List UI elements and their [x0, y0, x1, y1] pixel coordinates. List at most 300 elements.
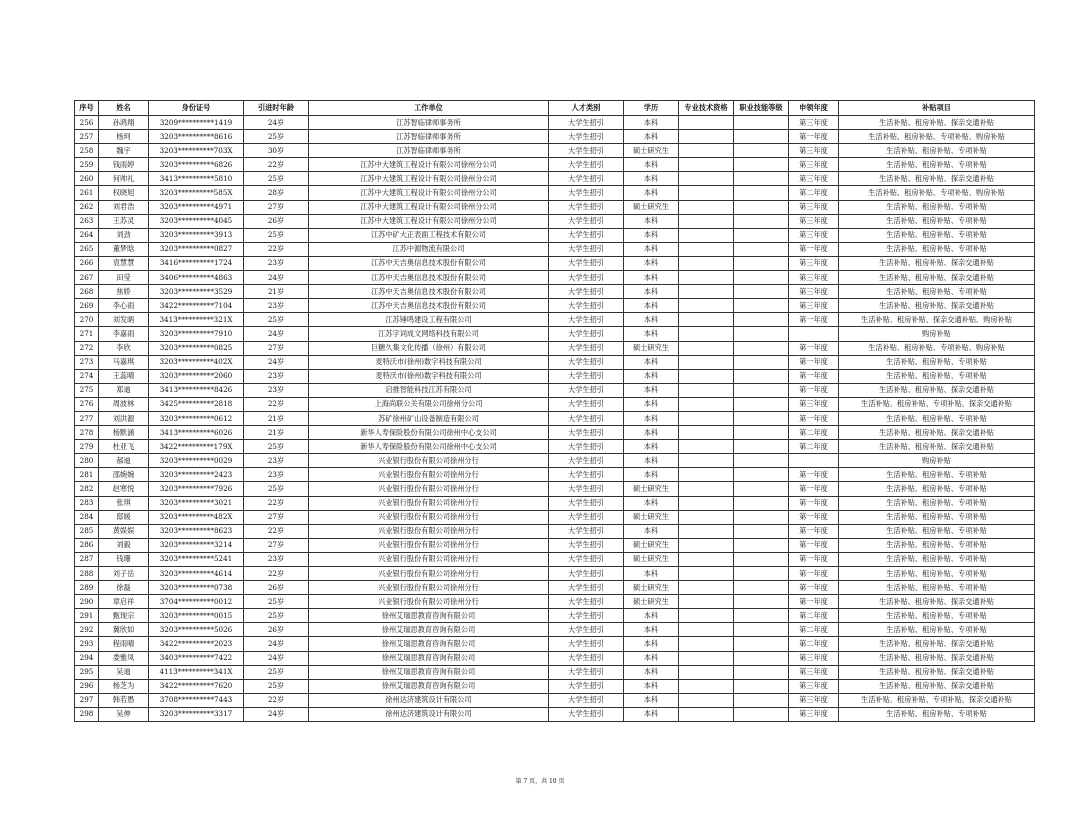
- table-body: [75, 116, 1035, 722]
- table-cell: 266: [75, 256, 99, 270]
- table-cell: 生活补贴、租房补贴、专项补贴、探亲交通补贴: [839, 397, 1035, 411]
- table-cell: [734, 665, 789, 679]
- table-cell: [679, 637, 734, 651]
- table-cell: 24岁: [244, 116, 309, 130]
- table-row: [75, 538, 1035, 552]
- table-cell: 第三年度: [789, 707, 839, 721]
- table-cell: 杨芝为: [99, 679, 149, 693]
- table-cell: 268: [75, 285, 99, 299]
- table-cell: 282: [75, 482, 99, 496]
- table-cell: 刘子岳: [99, 567, 149, 581]
- table-cell: 江苏中大建筑工程设计有限公司徐州分公司: [309, 214, 549, 228]
- table-cell: 江苏字词成文网络科技有限公司: [309, 327, 549, 341]
- table-cell: 3203**********3913: [149, 228, 244, 242]
- table-cell: 21岁: [244, 411, 309, 425]
- table-cell: 巨糖久集文化传播（徐州）有限公司: [309, 341, 549, 355]
- table-cell: 21岁: [244, 285, 309, 299]
- table-cell: 22岁: [244, 158, 309, 172]
- table-cell: 大学生招引: [549, 214, 624, 228]
- table-cell: 程雨晴: [99, 637, 149, 651]
- table-cell: 大学生招引: [549, 552, 624, 566]
- table-cell: [734, 271, 789, 285]
- table-cell: 黄娱娱: [99, 524, 149, 538]
- table-cell: [679, 116, 734, 130]
- table-cell: 大学生招引: [549, 426, 624, 440]
- table-cell: 本科: [624, 285, 679, 299]
- table-cell: 麦特沃市(徐州)数字科技有限公司: [309, 355, 549, 369]
- table-cell: 281: [75, 468, 99, 482]
- table-cell: 大学生招引: [549, 567, 624, 581]
- table-cell: 25岁: [244, 440, 309, 454]
- table-cell: 277: [75, 411, 99, 425]
- table-cell: 硕士研究生: [624, 200, 679, 214]
- table-cell: [679, 651, 734, 665]
- table-cell: 本科: [624, 299, 679, 313]
- table-cell: 吴迪: [99, 665, 149, 679]
- table-cell: [734, 468, 789, 482]
- table-cell: 24岁: [244, 637, 309, 651]
- table-cell: 徐州艾瑞思教育咨询有限公司: [309, 665, 549, 679]
- table-row: [75, 524, 1035, 538]
- table-cell: [734, 383, 789, 397]
- table-cell: 25岁: [244, 130, 309, 144]
- table-cell: 3422**********2023: [149, 637, 244, 651]
- table-cell: 硕士研究生: [624, 144, 679, 158]
- table-cell: 294: [75, 651, 99, 665]
- table-cell: [679, 595, 734, 609]
- table-cell: 22岁: [244, 524, 309, 538]
- table-cell: 大学生招引: [549, 524, 624, 538]
- table-cell: 生活补贴、租房补贴、专项补贴: [839, 581, 1035, 595]
- table-cell: 大学生招引: [549, 158, 624, 172]
- table-cell: [734, 595, 789, 609]
- table-cell: 大学生招引: [549, 313, 624, 327]
- table-cell: 273: [75, 355, 99, 369]
- table-cell: 272: [75, 341, 99, 355]
- table-cell: 第二年度: [789, 637, 839, 651]
- table-cell: 3413**********6026: [149, 426, 244, 440]
- table-cell: 3413**********321X: [149, 313, 244, 327]
- table-cell: 张琪: [99, 496, 149, 510]
- table-cell: 徐州艾瑞思教育咨询有限公司: [309, 679, 549, 693]
- table-cell: 生活补贴、租房补贴、专项补贴: [839, 567, 1035, 581]
- table-cell: [734, 242, 789, 256]
- table-cell: 22岁: [244, 397, 309, 411]
- table-cell: 启推智能科技江苏有限公司: [309, 383, 549, 397]
- table-cell: 24岁: [244, 651, 309, 665]
- table-cell: 27岁: [244, 510, 309, 524]
- table-cell: 本科: [624, 355, 679, 369]
- table-cell: 25岁: [244, 228, 309, 242]
- table-cell: 22岁: [244, 567, 309, 581]
- table-cell: 260: [75, 172, 99, 186]
- table-row: [75, 341, 1035, 355]
- table-cell: [679, 299, 734, 313]
- table-row: [75, 355, 1035, 369]
- table-cell: 本科: [624, 313, 679, 327]
- table-cell: [679, 383, 734, 397]
- table-cell: 第一年度: [789, 510, 839, 524]
- table-cell: 大学生招引: [549, 383, 624, 397]
- table-cell: [734, 313, 789, 327]
- table-cell: 25岁: [244, 482, 309, 496]
- table-row: [75, 383, 1035, 397]
- table-cell: 265: [75, 242, 99, 256]
- table-cell: [734, 397, 789, 411]
- table-cell: 第一年度: [789, 242, 839, 256]
- table-cell: 李欣: [99, 341, 149, 355]
- table-row: [75, 144, 1035, 158]
- table-cell: [734, 299, 789, 313]
- table-cell: 江苏智临律师事务所: [309, 144, 549, 158]
- table-cell: 263: [75, 214, 99, 228]
- table-cell: 王蕊晴: [99, 369, 149, 383]
- table-cell: 本科: [624, 524, 679, 538]
- table-cell: 江苏中大建筑工程设计有限公司徐州分公司: [309, 200, 549, 214]
- table-cell: 何帅礼: [99, 172, 149, 186]
- table-cell: 第三年度: [789, 214, 839, 228]
- header-cell: 职业技能等级: [734, 101, 789, 116]
- table-cell: 大学生招引: [549, 496, 624, 510]
- table-cell: 生活补贴、租房补贴、探亲交通补贴: [839, 116, 1035, 130]
- table-cell: [679, 271, 734, 285]
- table-cell: [679, 200, 734, 214]
- table-cell: 3203**********4045: [149, 214, 244, 228]
- table-cell: 本科: [624, 651, 679, 665]
- table-cell: 钱珊: [99, 552, 149, 566]
- table-cell: 大学生招引: [549, 271, 624, 285]
- table-cell: 生活补贴、租房补贴、专项补贴、购房补贴: [839, 341, 1035, 355]
- table-cell: 3704**********0012: [149, 595, 244, 609]
- table-cell: 李心雨: [99, 299, 149, 313]
- table-row: [75, 228, 1035, 242]
- table-cell: 大学生招引: [549, 341, 624, 355]
- table-cell: 大学生招引: [549, 637, 624, 651]
- table-cell: 杨默涵: [99, 426, 149, 440]
- table-cell: 286: [75, 538, 99, 552]
- table-cell: 本科: [624, 411, 679, 425]
- table-cell: 兴业银行股份有限公司徐州分行: [309, 482, 549, 496]
- table-cell: 大学生招引: [549, 228, 624, 242]
- table-cell: 3203**********2423: [149, 468, 244, 482]
- table-cell: 3209**********1419: [149, 116, 244, 130]
- table-cell: 大学生招引: [549, 440, 624, 454]
- table-cell: [789, 454, 839, 468]
- table-cell: 3203**********7926: [149, 482, 244, 496]
- table-cell: 生活补贴、租房补贴、专项补贴: [839, 468, 1035, 482]
- table-cell: 3203**********585X: [149, 186, 244, 200]
- table-cell: [734, 158, 789, 172]
- table-cell: 本科: [624, 496, 679, 510]
- table-cell: 江苏智临律师事务所: [309, 116, 549, 130]
- header-cell: 人才类别: [549, 101, 624, 116]
- table-row: [75, 581, 1035, 595]
- table-cell: 江苏中天吉奥信息技术股份有限公司: [309, 285, 549, 299]
- table-cell: 苏矿徐州矿山设备制造有限公司: [309, 411, 549, 425]
- table-cell: 262: [75, 200, 99, 214]
- table-cell: [679, 679, 734, 693]
- table-cell: [679, 609, 734, 623]
- table-cell: 22岁: [244, 693, 309, 707]
- table-cell: 第三年度: [789, 271, 839, 285]
- table-cell: 大学生招引: [549, 256, 624, 270]
- table-cell: 274: [75, 369, 99, 383]
- table-cell: 大学生招引: [549, 581, 624, 595]
- table-cell: 275: [75, 383, 99, 397]
- table-cell: 生活补贴、租房补贴、探亲交通补贴: [839, 440, 1035, 454]
- table-cell: 本科: [624, 426, 679, 440]
- table-cell: 生活补贴、租房补贴、探亲交通补贴: [839, 665, 1035, 679]
- table-cell: 269: [75, 299, 99, 313]
- table-row: [75, 397, 1035, 411]
- table-cell: 3203**********703X: [149, 144, 244, 158]
- table-cell: 第一年度: [789, 313, 839, 327]
- table-cell: [734, 567, 789, 581]
- table-row: [75, 116, 1035, 130]
- table-cell: [734, 454, 789, 468]
- table-cell: 本科: [624, 679, 679, 693]
- table-cell: [734, 214, 789, 228]
- table-cell: 兴业银行股份有限公司徐州分行: [309, 552, 549, 566]
- table-cell: 大学生招引: [549, 679, 624, 693]
- table-cell: 本科: [624, 609, 679, 623]
- table-cell: [734, 707, 789, 721]
- table-cell: 董梦晗: [99, 242, 149, 256]
- table-cell: 271: [75, 327, 99, 341]
- table-cell: [679, 707, 734, 721]
- table-cell: 261: [75, 186, 99, 200]
- table-cell: 3203**********0612: [149, 411, 244, 425]
- table-cell: 本科: [624, 665, 679, 679]
- page-footer: 第 7 页，共 10 页: [515, 778, 565, 785]
- table-cell: [679, 693, 734, 707]
- table-cell: 徐磊: [99, 581, 149, 595]
- table-cell: 25岁: [244, 679, 309, 693]
- table-cell: 大学生招引: [549, 595, 624, 609]
- table-cell: 田莹: [99, 271, 149, 285]
- table-cell: [734, 482, 789, 496]
- table-cell: 285: [75, 524, 99, 538]
- table-cell: 290: [75, 595, 99, 609]
- table-cell: [734, 116, 789, 130]
- table-cell: 24岁: [244, 707, 309, 721]
- table-cell: 278: [75, 426, 99, 440]
- table-cell: [789, 327, 839, 341]
- table-cell: 第三年度: [789, 285, 839, 299]
- table-cell: 30岁: [244, 144, 309, 158]
- table-cell: 3406**********4863: [149, 271, 244, 285]
- table-cell: 钱雨婷: [99, 158, 149, 172]
- table-cell: 生活补贴、租房补贴、专项补贴: [839, 144, 1035, 158]
- table-cell: 23岁: [244, 383, 309, 397]
- table-cell: 大学生招引: [549, 411, 624, 425]
- table-cell: 生活补贴、租房补贴、专项补贴: [839, 510, 1035, 524]
- table-cell: 第一年度: [789, 496, 839, 510]
- table-cell: 刘毅: [99, 538, 149, 552]
- table-cell: 上海尚联公关有限公司徐州分公司: [309, 397, 549, 411]
- table-cell: 兴业银行股份有限公司徐州分行: [309, 454, 549, 468]
- table-cell: 3403**********7422: [149, 651, 244, 665]
- table-cell: 第三年度: [789, 651, 839, 665]
- table-cell: 兴业银行股份有限公司徐州分行: [309, 468, 549, 482]
- table-cell: [734, 581, 789, 595]
- table-row: [75, 186, 1035, 200]
- table-cell: [734, 369, 789, 383]
- header-cell: 序号: [75, 101, 99, 116]
- table-cell: [734, 651, 789, 665]
- table-cell: [734, 440, 789, 454]
- table-cell: [679, 454, 734, 468]
- table-cell: 马嘉琪: [99, 355, 149, 369]
- table-cell: 第一年度: [789, 567, 839, 581]
- table-cell: [679, 186, 734, 200]
- table-cell: 第一年度: [789, 411, 839, 425]
- table-cell: 生活补贴、租房补贴、专项补贴: [839, 369, 1035, 383]
- header-cell: 申领年度: [789, 101, 839, 116]
- table-cell: 第一年度: [789, 595, 839, 609]
- table-cell: 大学生招引: [549, 285, 624, 299]
- table-cell: 徐州艾瑞思教育咨询有限公司: [309, 651, 549, 665]
- table-cell: 大学生招引: [549, 482, 624, 496]
- table-cell: 生活补贴、租房补贴、探亲交通补贴: [839, 651, 1035, 665]
- table-cell: [679, 411, 734, 425]
- table-row: [75, 482, 1035, 496]
- table-cell: [679, 510, 734, 524]
- table-row: [75, 411, 1035, 425]
- table-cell: 25岁: [244, 595, 309, 609]
- table-row: [75, 665, 1035, 679]
- table-cell: 本科: [624, 383, 679, 397]
- table-cell: 第一年度: [789, 341, 839, 355]
- table-cell: 第一年度: [789, 538, 839, 552]
- table-row: [75, 426, 1035, 440]
- table-cell: 3203**********5241: [149, 552, 244, 566]
- table-cell: 264: [75, 228, 99, 242]
- table-cell: 23岁: [244, 454, 309, 468]
- table-cell: 生活补贴、租房补贴、探亲交通补贴: [839, 383, 1035, 397]
- table-cell: [734, 228, 789, 242]
- table-cell: 本科: [624, 228, 679, 242]
- table-cell: [679, 242, 734, 256]
- table-cell: 江苏中大建筑工程设计有限公司徐州分公司: [309, 186, 549, 200]
- table-cell: 章启祥: [99, 595, 149, 609]
- table-cell: 298: [75, 707, 99, 721]
- table-cell: 22岁: [244, 496, 309, 510]
- table-cell: 279: [75, 440, 99, 454]
- table-cell: 江苏中天吉奥信息技术股份有限公司: [309, 299, 549, 313]
- table-cell: [679, 552, 734, 566]
- table-cell: [679, 581, 734, 595]
- header-cell: 学历: [624, 101, 679, 116]
- table-row: [75, 595, 1035, 609]
- table-cell: 本科: [624, 116, 679, 130]
- table-cell: [679, 482, 734, 496]
- table-cell: 生活补贴、租房补贴、探亲交通补贴: [839, 271, 1035, 285]
- table-cell: 第三年度: [789, 397, 839, 411]
- table-cell: [734, 144, 789, 158]
- table-cell: [679, 524, 734, 538]
- table-cell: 生活补贴、租房补贴、探亲交通补贴、购房补贴: [839, 313, 1035, 327]
- header-row: [75, 101, 1035, 116]
- table-cell: [679, 313, 734, 327]
- table-cell: 3203**********6826: [149, 158, 244, 172]
- table-row: [75, 679, 1035, 693]
- table-cell: 3203**********402X: [149, 355, 244, 369]
- table-row: [75, 214, 1035, 228]
- table-cell: 本科: [624, 327, 679, 341]
- table-cell: 25岁: [244, 172, 309, 186]
- table-cell: [734, 411, 789, 425]
- table-cell: 第二年度: [789, 623, 839, 637]
- table-cell: [679, 440, 734, 454]
- table-cell: 大学生招引: [549, 130, 624, 144]
- table-cell: 袁慧慧: [99, 256, 149, 270]
- table-cell: 3203**********0825: [149, 341, 244, 355]
- table-cell: 第三年度: [789, 679, 839, 693]
- table-cell: 本科: [624, 567, 679, 581]
- table-cell: [734, 200, 789, 214]
- table-cell: 276: [75, 397, 99, 411]
- table-cell: [734, 609, 789, 623]
- table-cell: 郑迪: [99, 383, 149, 397]
- table-cell: 本科: [624, 397, 679, 411]
- table-cell: 25岁: [244, 665, 309, 679]
- table-row: [75, 609, 1035, 623]
- table-cell: 大学生招引: [549, 327, 624, 341]
- table-cell: 本科: [624, 158, 679, 172]
- table-cell: 购房补贴: [839, 327, 1035, 341]
- table-cell: 本科: [624, 454, 679, 468]
- table-cell: 生活补贴、租房补贴、探亲交通补贴: [839, 637, 1035, 651]
- table-row: [75, 567, 1035, 581]
- table-cell: 江苏锤鸣建设工程有限公司: [309, 313, 549, 327]
- table-cell: 289: [75, 581, 99, 595]
- table-cell: 赵寒悦: [99, 482, 149, 496]
- table-cell: 3413**********8426: [149, 383, 244, 397]
- table-cell: 24岁: [244, 355, 309, 369]
- table-cell: [679, 567, 734, 581]
- table-cell: 本科: [624, 623, 679, 637]
- table-cell: 生活补贴、租房补贴、专项补贴: [839, 242, 1035, 256]
- table-cell: 24岁: [244, 327, 309, 341]
- table-cell: 大学生招引: [549, 651, 624, 665]
- table-cell: 生活补贴、租房补贴、专项补贴: [839, 411, 1035, 425]
- table-cell: 第一年度: [789, 524, 839, 538]
- table-cell: 生活补贴、租房补贴、专项补贴: [839, 623, 1035, 637]
- table-cell: 280: [75, 454, 99, 468]
- table-cell: 徐州达济建筑设计有限公司: [309, 707, 549, 721]
- table-cell: 3425**********2818: [149, 397, 244, 411]
- table-cell: 大学生招引: [549, 397, 624, 411]
- table-cell: [679, 144, 734, 158]
- table-cell: 大学生招引: [549, 144, 624, 158]
- table-cell: 徐州艾瑞思教育咨询有限公司: [309, 623, 549, 637]
- table-cell: 本科: [624, 172, 679, 186]
- table-cell: 大学生招引: [549, 538, 624, 552]
- table-cell: 生活补贴、租房补贴、专项补贴: [839, 538, 1035, 552]
- table-cell: 第三年度: [789, 299, 839, 313]
- table-cell: 3203**********3021: [149, 496, 244, 510]
- table-cell: 生活补贴、租房补贴、专项补贴: [839, 158, 1035, 172]
- table-cell: [734, 679, 789, 693]
- table-cell: 23岁: [244, 299, 309, 313]
- table-cell: 22岁: [244, 242, 309, 256]
- table-cell: 杨珂: [99, 130, 149, 144]
- table-cell: [679, 369, 734, 383]
- table-cell: 生活补贴、租房补贴、专项补贴、探亲交通补贴: [839, 693, 1035, 707]
- table-cell: 259: [75, 158, 99, 172]
- table-cell: 兴业银行股份有限公司徐州分行: [309, 538, 549, 552]
